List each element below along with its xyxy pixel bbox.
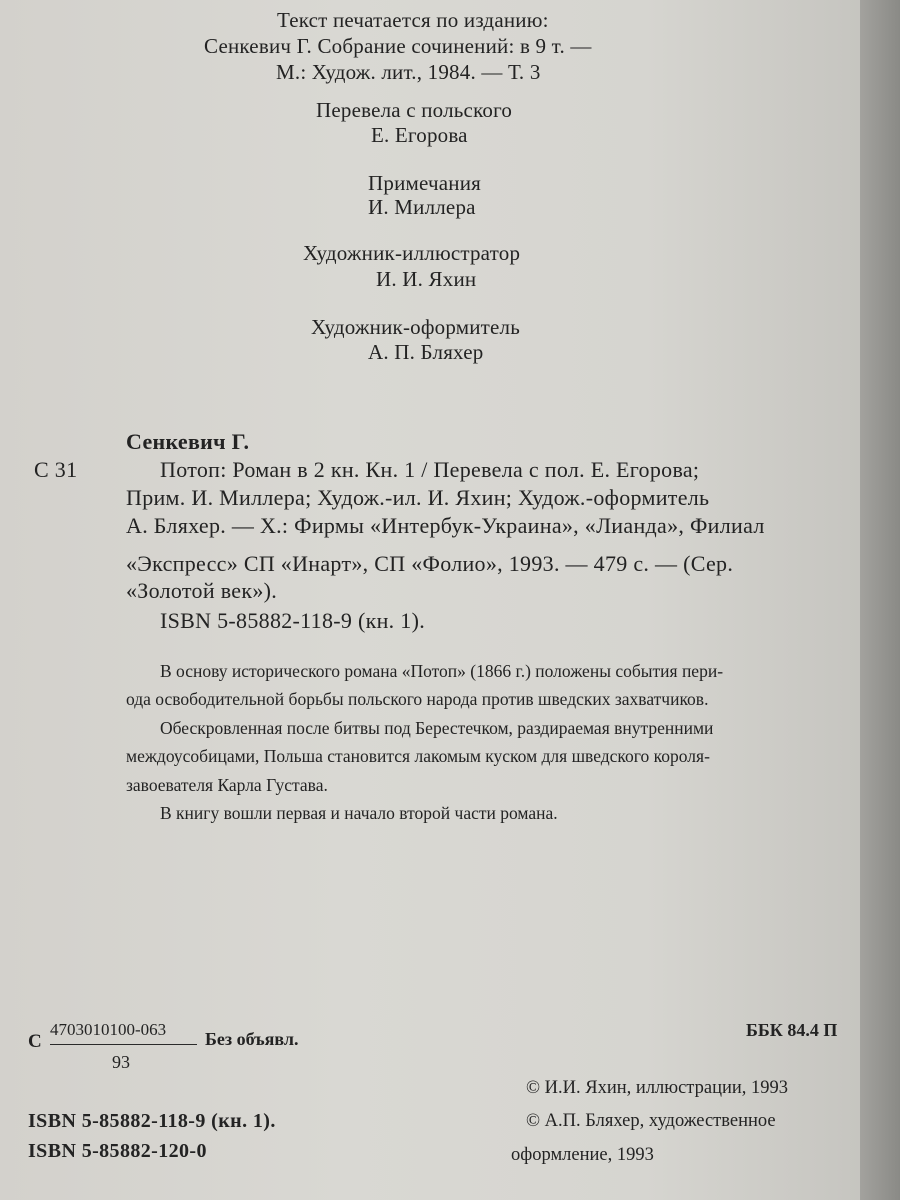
bib-line-5: «Золотой век»). — [126, 578, 278, 603]
bib-index-code: С 31 — [34, 457, 78, 482]
source-line-1: Текст печатается по изданию: — [277, 8, 549, 32]
footer-c-letter: С — [28, 1031, 42, 1052]
designer-name: А. П. Бляхер — [368, 340, 484, 364]
illustrator-role: Художник-иллюстратор — [303, 241, 521, 265]
footer-numerator: 4703010100-063 — [50, 1020, 167, 1039]
footer-bbk: ББК 84.4 П — [746, 1020, 838, 1040]
annotation-p1-line2: ода освободительной борьбы польского народа против шведских захватчиков. — [126, 689, 709, 709]
copyright-illustrations: © И.И. Яхин, иллюстрации, 1993 — [526, 1078, 789, 1098]
bib-line-4: «Экспресс» СП «Инарт», СП «Фолио», 1993. — 479 с. — (Сер. — [126, 551, 734, 576]
source-line-2: Сенкевич Г. Собрание сочинений: в 9 т. — — [204, 34, 592, 58]
notes-role: Примечания — [368, 171, 482, 195]
fraction-line — [50, 1044, 197, 1045]
notes-name: И. Миллера — [368, 195, 476, 219]
copyright-design-line2: оформление, 1993 — [511, 1145, 654, 1165]
page-edge-shadow — [860, 0, 900, 1200]
bib-author: Сенкевич Г. — [126, 429, 250, 454]
annotation-p2-line1: Обескровленная после битвы под Берестечком, раздираемая внутренними — [160, 718, 714, 738]
source-line-3: М.: Худож. лит., 1984. — Т. 3 — [276, 60, 541, 84]
footer-isbn-set: ISBN 5-85882-120-0 — [28, 1140, 207, 1162]
copyright-design-line1: © А.П. Бляхер, художественное — [526, 1111, 776, 1131]
illustrator-name: И. И. Яхин — [376, 267, 477, 291]
bib-isbn: ISBN 5-85882-118-9 (кн. 1). — [160, 608, 425, 633]
annotation-p3-line1: В книгу вошли первая и начало второй части романа. — [160, 803, 558, 823]
bib-line-1: Потоп: Роман в 2 кн. Кн. 1 / Перевела с пол. Е. Егорова; — [160, 457, 700, 482]
bib-line-2: Прим. И. Миллера; Худож.-ил. И. Яхин; Худож.-оформитель — [126, 485, 710, 510]
bib-line-3: А. Бляхер. — Х.: Фирмы «Интербук-Украина», «Лианда», Филиал — [126, 513, 765, 538]
footer-no-ads: Без объявл. — [205, 1029, 299, 1049]
annotation-p2-line3: завоевателя Карла Густава. — [126, 775, 328, 795]
footer-isbn-vol1: ISBN 5-85882-118-9 (кн. 1). — [28, 1110, 276, 1132]
annotation-p1-line1: В основу исторического романа «Потоп» (1866 г.) положены события пери- — [160, 661, 724, 681]
designer-role: Художник-оформитель — [311, 315, 521, 339]
translator-role: Перевела с польского — [316, 98, 513, 122]
translator-name: Е. Егорова — [371, 123, 468, 147]
annotation-p2-line2: междоусобицами, Польша становится лакомым куском для шведского короля- — [126, 746, 710, 766]
footer-denominator: 93 — [112, 1052, 130, 1072]
